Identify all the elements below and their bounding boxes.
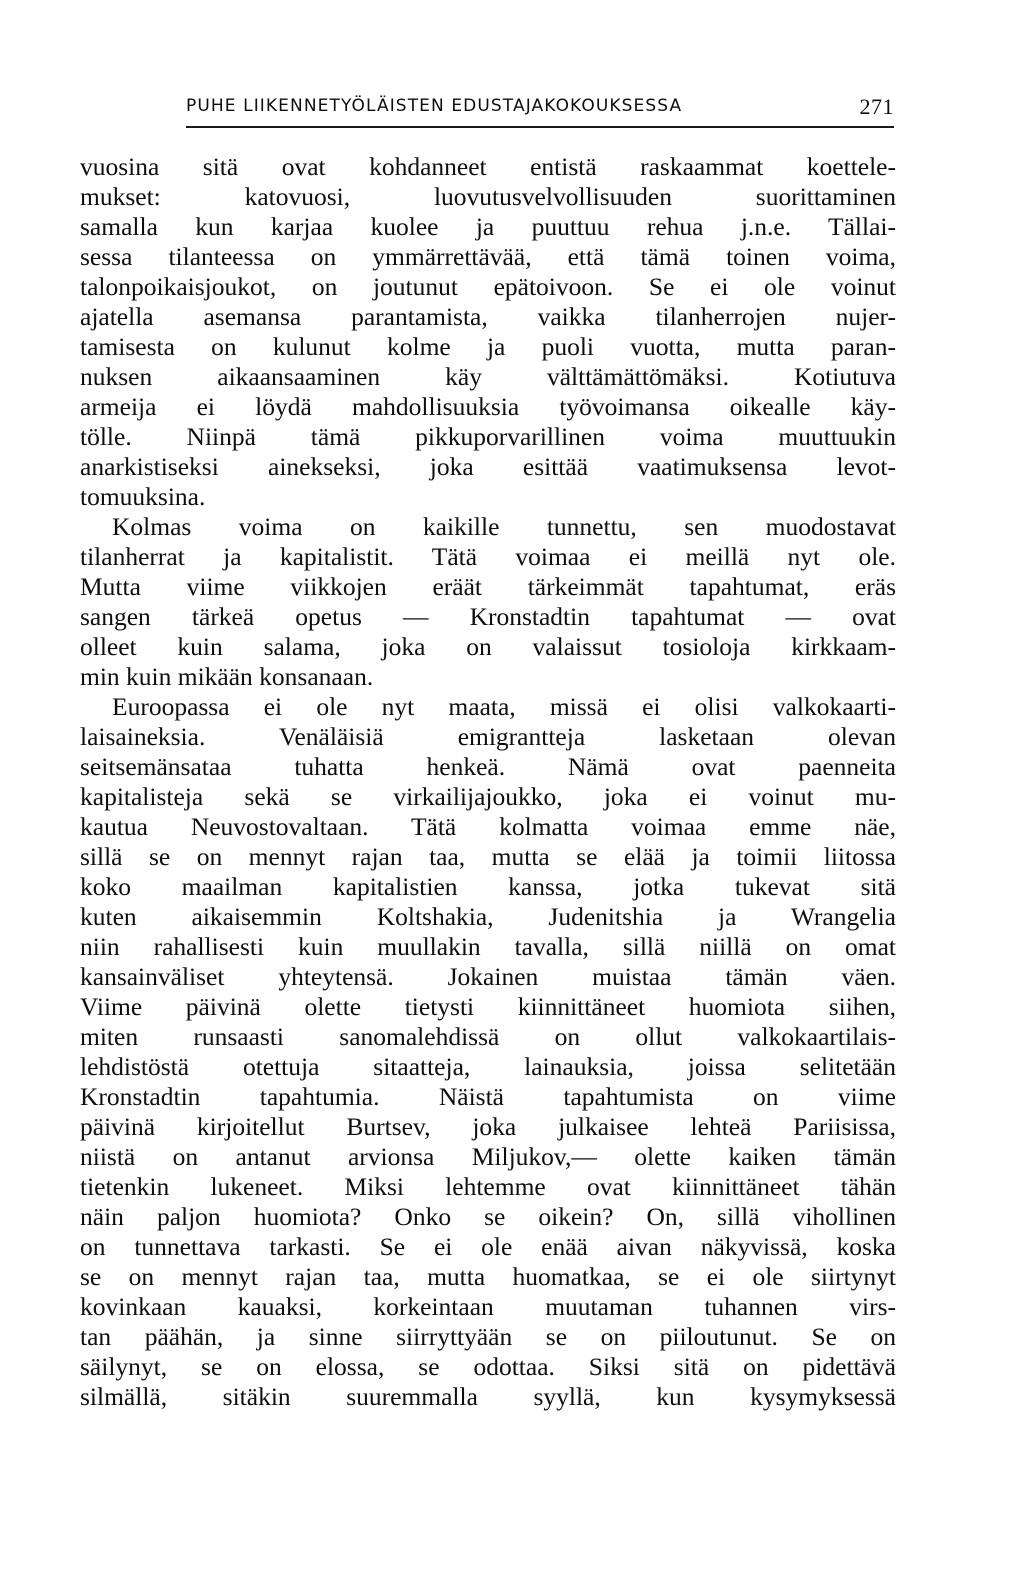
text-line: ajatella asemansa parantamista, vaikka tilanherrojen nujer- [80,302,896,331]
text-line: on tunnettava tarkasti. Se ei ole enää aivan näkyvissä, koska [80,1232,896,1261]
text-line: samalla kun karjaa kuolee ja puuttuu rehua j.n.e. Tällai- [80,212,896,241]
text-line: Viime päivinä olette tietysti kiinnittäneet huomiota siihen, [80,992,896,1021]
text-line: min kuin mikään konsanaan. [80,662,374,691]
text-line: Kolmas voima on kaikille tunnettu, sen muodostavat [112,512,896,541]
text-line: tietenkin lukeneet. Miksi lehtemme ovat kiinnittäneet tähän [80,1172,896,1201]
text-line: tamisesta on kulunut kolme ja puoli vuotta, mutta paran- [80,332,896,361]
text-line: seitsemänsataa tuhatta henkeä. Nämä ovat paenneita [80,752,896,781]
text-line: sessa tilanteessa on ymmärrettävää, että tämä toinen voima, [80,242,896,271]
text-line: Kronstadtin tapahtumia. Näistä tapahtumista on viime [80,1082,896,1111]
text-line: näin paljon huomiota? Onko se oikein? On, sillä vihollinen [80,1202,896,1231]
text-line: tan päähän, ja sinne siirryttyään se on piiloutunut. Se on [80,1322,896,1351]
page-number: 271 [859,94,894,119]
text-line: säilynyt, se on elossa, se odottaa. Siksi sitä on pidettävä [80,1352,896,1381]
running-head [186,92,894,122]
text-line: se on mennyt rajan taa, mutta huomatkaa, se ei ole siirtynyt [80,1262,896,1291]
text-line: talonpoikaisjoukot, on joutunut epätoivoon. Se ei ole voinut [80,272,896,301]
running-title: PUHE LIIKENNETYÖLÄISTEN EDUSTAJAKOKOUKSESSA [186,96,683,116]
text-line: miten runsaasti sanomalehdissä on ollut valkokaartilais- [80,1022,896,1051]
text-line: kuten aikaisemmin Koltshakia, Judenitshia ja Wrangelia [80,902,896,931]
text-line: kansainväliset yhteytensä. Jokainen muistaa tämän väen. [80,962,896,991]
text-line: kautua Neuvostovaltaan. Tätä kolmatta voimaa emme näe, [80,812,896,841]
text-line: tilanherrat ja kapitalistit. Tätä voimaa ei meillä nyt ole. [80,542,896,571]
text-line: olleet kuin salama, joka on valaissut tosioloja kirkkaam- [80,632,896,661]
text-line: nuksen aikaansaaminen käy välttämättömäksi. Kotiutuva [80,362,896,391]
text-line: mukset: katovuosi, luovutusvelvollisuuden suorittaminen [80,182,896,211]
text-line: Mutta viime viikkojen eräät tärkeimmät tapahtumat, eräs [80,572,896,601]
text-line: kovinkaan kauaksi, korkeintaan muutaman tuhannen virs- [80,1292,896,1321]
text-line: tomuuksina. [80,482,206,511]
body-text [80,152,896,1412]
text-line: niin rahallisesti kuin muullakin tavalla, sillä niillä on omat [80,932,896,961]
text-line: anarkistiseksi ainekseksi, joka esittää vaatimuksensa levot- [80,452,896,481]
text-line: niistä on antanut arvionsa Miljukov,— olette kaiken tämän [80,1142,896,1171]
text-line: lehdistöstä otettuja sitaatteja, lainauksia, joissa selitetään [80,1052,896,1081]
text-line: Euroopassa ei ole nyt maata, missä ei olisi valkokaarti- [112,692,896,721]
text-line: päivinä kirjoitellut Burtsev, joka julkaisee lehteä Pariisissa, [80,1112,896,1141]
text-line: koko maailman kapitalistien kanssa, jotka tukevat sitä [80,872,896,901]
text-line: tölle. Niinpä tämä pikkuporvarillinen voima muuttuukin [80,422,896,451]
text-line: kapitalisteja sekä se virkailijajoukko, joka ei voinut mu- [80,782,896,811]
text-line: sangen tärkeä opetus — Kronstadtin tapahtumat — ovat [80,602,896,631]
text-line: vuosina sitä ovat kohdanneet entistä raskaammat koettele- [80,152,896,181]
text-line: sillä se on mennyt rajan taa, mutta se elää ja toimii liitossa [80,842,896,871]
text-line: laisaineksia. Venäläisiä emigrantteja lasketaan olevan [80,722,896,751]
header-rule [186,126,894,128]
text-line: silmällä, sitäkin suuremmalla syyllä, kun kysymyksessä [80,1382,896,1411]
text-line: armeija ei löydä mahdollisuuksia työvoimansa oikealle käy- [80,392,896,421]
